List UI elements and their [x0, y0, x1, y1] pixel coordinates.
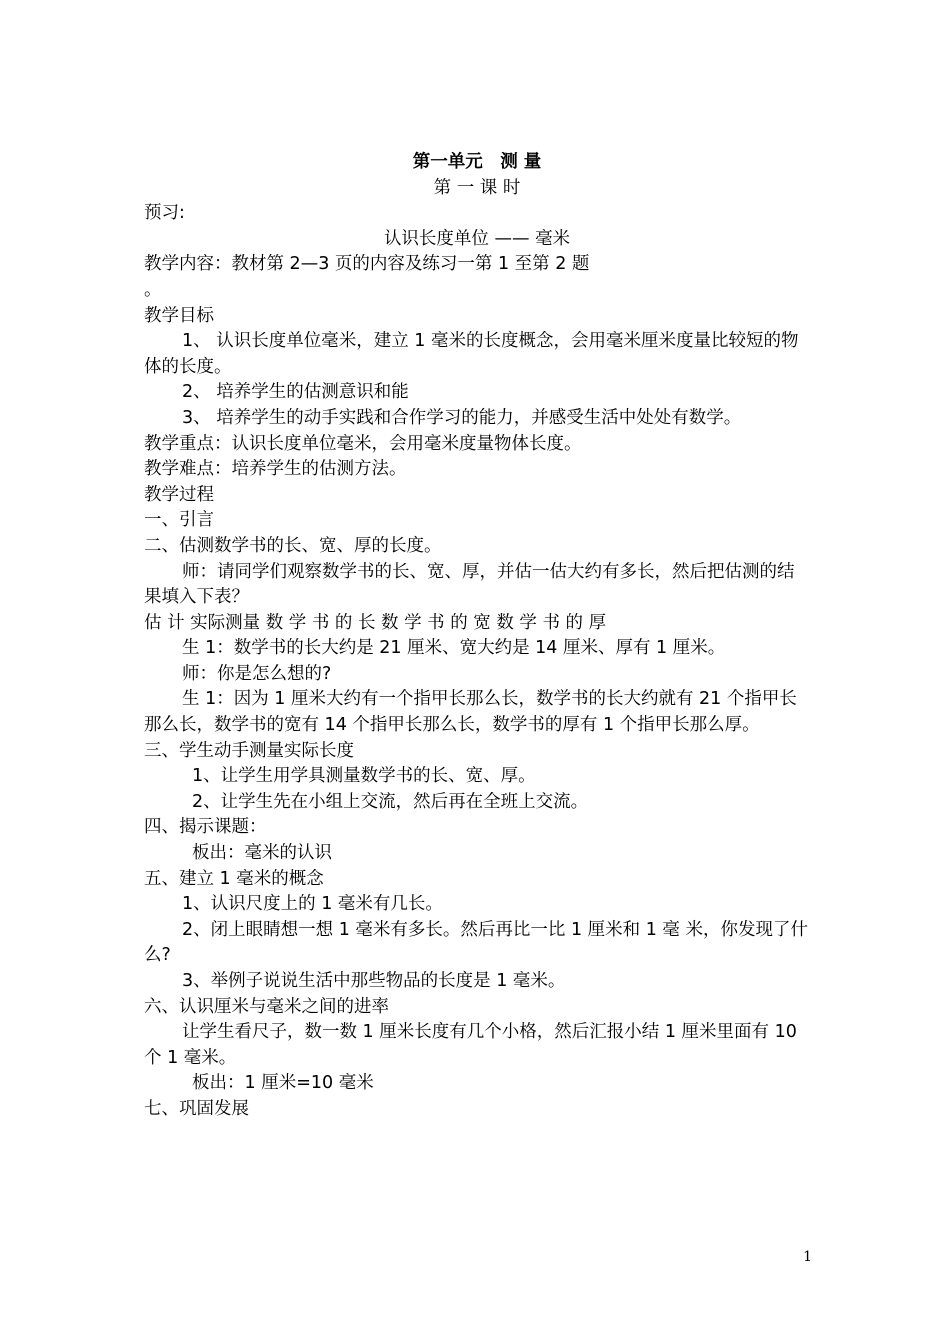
page-number: 1 [803, 1249, 812, 1265]
preview-label: 预习: [144, 203, 185, 224]
section-5-step-3: 3、举例子说说生活中那些物品的长度是 1 毫米。 [182, 971, 566, 991]
goals-heading: 教学目标 [144, 305, 214, 326]
section-3-step-2: 2、让学生先在小组上交流，然后再在全班上交流。 [192, 791, 589, 812]
process-heading: 教学过程 [144, 484, 214, 505]
section-7-heading: 七、巩固发展 [144, 1098, 249, 1119]
section-4-heading: 四、揭示课题： [144, 817, 267, 838]
section-2-student-answer: 生 1：数学书的长大约是 21 厘米、宽大约是 14 厘米、厚有 1 厘米。 [182, 638, 726, 659]
difficulty: 教学难点：培养学生的估测方法。 [144, 459, 407, 480]
goal-1: 1、 认识长度单位毫米，建立 1 毫米的长度概念，会用毫米厘米度量比较短的物体的长度。 [144, 331, 799, 377]
section-5-heading: 五、建立 1 毫米的概念 [144, 868, 324, 889]
section-2-heading: 二、估测数学书的长、宽、厚的长度。 [144, 535, 442, 556]
section-4-board: 板出：毫米的认识 [192, 843, 332, 864]
lesson-topic: 认识长度单位 —— 毫米 [383, 228, 571, 249]
section-5-step-2: 2、闭上眼睛想一想 1 毫米有多长。然后再比一比 1 厘米和 1 毫 米，你发现了什么? [144, 919, 808, 966]
section-1-heading: 一、引言 [144, 510, 214, 531]
key-point: 教学重点：认识长度单位毫米，会用毫米度量物体长度。 [144, 433, 582, 454]
section-6-text: 让学生看尺子，数一数 1 厘米长度有几个小格，然后汇报小结 1 厘米里面有 10 个 1 毫米。 [144, 1022, 797, 1068]
lesson-subtitle: 第 一 课 时 [433, 177, 521, 198]
teaching-content: 教学内容：教材第 2—3 页的内容及练习一第 1 至第 2 题 [144, 254, 590, 275]
teaching-content-tail: 。 [144, 279, 162, 300]
section-3-step-1: 1、让学生用学具测量数学书的长、宽、厚。 [192, 766, 536, 787]
section-6-board: 板出：1 厘米=10 毫米 [192, 1073, 374, 1094]
section-6-heading: 六、认识厘米与毫米之间的进率 [144, 996, 389, 1017]
goal-2: 2、 培养学生的估测意识和能 [182, 382, 409, 403]
section-2-teacher-question: 师：你是怎么想的? [182, 663, 332, 684]
section-3-heading: 三、学生动手测量实际长度 [144, 740, 354, 761]
unit-title: 第一单元 测 量 [412, 152, 542, 172]
section-5-step-1: 1、认识尺度上的 1 毫米有几长。 [182, 894, 443, 915]
document-body [144, 150, 810, 1123]
section-2-student-explanation: 生 1：因为 1 厘米大约有一个指甲长那么长，数学书的长大约就有 21 个指甲长那么长，数学书的宽有 14 个指甲长那么长，数学书的厚有 1 个指甲长那么厚。 [144, 689, 797, 736]
estimate-table-row: 估 计 实际测量 数 学 书 的 长 数 学 书 的 宽 数 学 书 的 厚 [144, 612, 607, 633]
goal-3: 3、 培养学生的动手实践和合作学习的能力，并感受生活中处处有数学。 [182, 407, 742, 428]
section-2-teacher-prompt: 师：请同学们观察数学书的长、宽、厚，并估一估大约有多长，然后把估测的结果填入下表？ [144, 561, 795, 608]
